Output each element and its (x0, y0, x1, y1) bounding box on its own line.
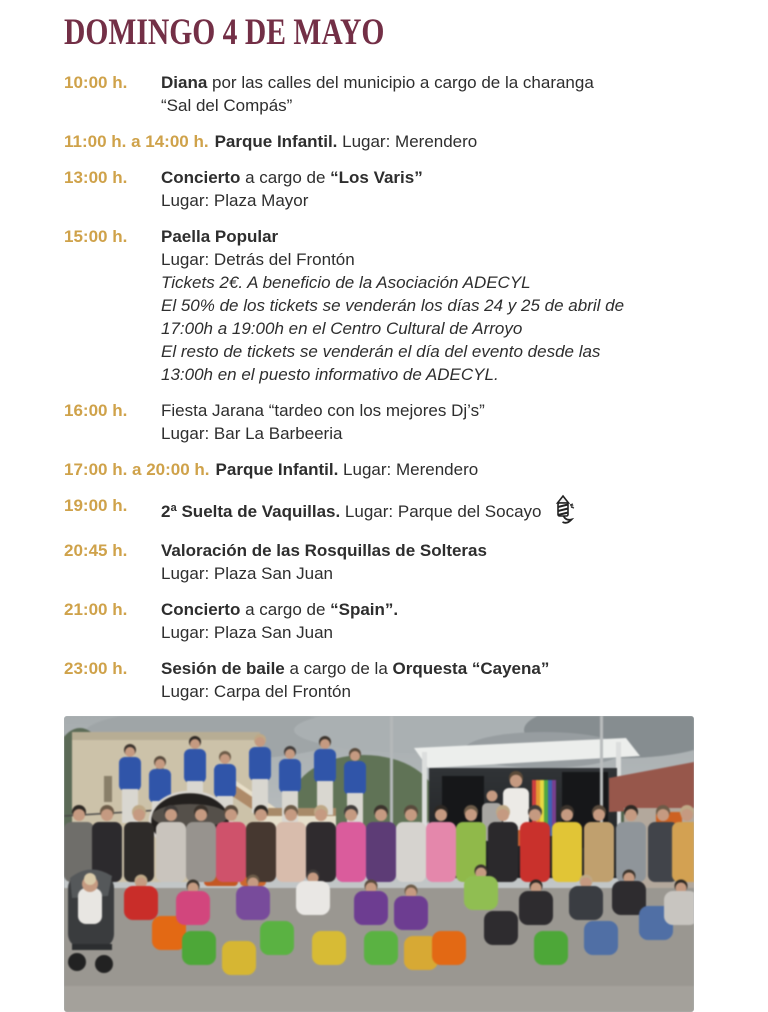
schedule-row (64, 225, 708, 386)
event-text-segment: Parque Infantil. (214, 131, 338, 151)
event-line (161, 94, 708, 117)
event-text-segment: a cargo de (240, 599, 331, 619)
event-line (215, 130, 708, 153)
event-text-segment: Lugar: Bar La Barbeeria (161, 423, 343, 443)
event-text-segment: a cargo de (240, 167, 331, 187)
schedule-row (64, 71, 708, 117)
schedule-row (64, 598, 708, 644)
event-text-segment: “Sal del Compás” (161, 95, 293, 115)
event-text-segment: Lugar: Merendero (338, 459, 479, 479)
schedule-row (64, 657, 708, 703)
event-time: 19:00 h. (64, 495, 128, 515)
event-text-segment: Lugar: Parque del Socayo (340, 501, 542, 521)
event-description (161, 166, 708, 212)
event-time: 20:45 h. (64, 540, 128, 560)
event-text-segment: 17:00h a 19:00h en el Centro Cultural de Arroyo (161, 318, 523, 338)
pavement-foreground (64, 986, 694, 1012)
event-line (161, 294, 708, 317)
schedule-row (64, 458, 708, 481)
event-line (161, 166, 708, 189)
event-text-segment: 2ª Suelta de Vaquillas. (161, 501, 341, 521)
event-line (161, 399, 708, 422)
schedule-row (64, 494, 708, 526)
schedule-row (64, 166, 708, 212)
event-time: 21:00 h. (64, 599, 128, 619)
event-text-segment: Fiesta Jarana “tardeo con los mejores Dj’s” (161, 400, 485, 420)
event-text-segment: Lugar: Plaza San Juan (161, 622, 334, 642)
event-line (161, 317, 708, 340)
event-text-segment: Valoración de las Rosquillas de Solteras (161, 540, 487, 560)
event-text-segment: Sesión de baile (161, 658, 285, 678)
event-line (161, 271, 708, 294)
event-text-segment: Parque Infantil. (215, 459, 339, 479)
event-time: 13:00 h. (64, 167, 128, 187)
schedule-row (64, 539, 708, 585)
event-line (161, 422, 708, 445)
event-text-segment: Diana (161, 72, 208, 92)
event-line (161, 340, 708, 363)
event-text-segment: Concierto (161, 167, 241, 187)
event-line (161, 248, 708, 271)
event-time: 10:00 h. (64, 72, 128, 92)
event-description (215, 130, 708, 153)
event-text-segment: Paella Popular (161, 226, 279, 246)
event-text-segment: Lugar: Plaza Mayor (161, 190, 309, 210)
event-photo (64, 716, 694, 1012)
event-description (161, 71, 708, 117)
event-line (161, 189, 708, 212)
event-text-segment: El resto de tickets se venderán el día del evento desde las (161, 341, 601, 361)
event-text-segment: Lugar: Detrás del Frontón (161, 249, 355, 269)
event-text-segment: Lugar: Merendero (337, 131, 478, 151)
event-text-segment: por las calles del municipio a cargo de la charanga (207, 72, 594, 92)
event-description (216, 458, 708, 481)
event-text-segment: “Spain”. (330, 599, 399, 619)
event-line (161, 71, 708, 94)
event-time: 15:00 h. (64, 226, 128, 246)
schedule-row (64, 399, 708, 445)
event-description (161, 399, 708, 445)
event-text-segment: “Los Varis” (330, 167, 423, 187)
event-text-segment: 13:00h en el puesto informativo de ADECYL. (161, 364, 499, 384)
event-description (161, 225, 708, 386)
event-text-segment: Concierto (161, 599, 241, 619)
schedule-row (64, 130, 708, 153)
event-time: 11:00 h. a 14:00 h. (64, 131, 209, 151)
event-line (161, 598, 708, 621)
event-line (161, 363, 708, 386)
event-text-segment: Lugar: Plaza San Juan (161, 563, 334, 583)
event-line (161, 494, 708, 526)
event-line (161, 657, 708, 680)
event-time: 16:00 h. (64, 400, 128, 420)
event-line (161, 539, 708, 562)
event-line (161, 562, 708, 585)
event-text-segment: El 50% de los tickets se venderán los días 24 y 25 de abril de (161, 295, 625, 315)
event-line (216, 458, 708, 481)
schedule (64, 71, 708, 703)
page-title: DOMINGO 4 DE MAYO (64, 12, 385, 53)
event-description (161, 494, 708, 526)
event-text-segment: a cargo de la (284, 658, 393, 678)
event-text-segment: Lugar: Carpa del Frontón (161, 681, 351, 701)
event-description (161, 598, 708, 644)
event-time: 17:00 h. a 20:00 h. (64, 459, 210, 479)
event-description (161, 539, 708, 585)
firecracker-icon (554, 494, 578, 526)
event-description (161, 657, 708, 703)
event-time: 23:00 h. (64, 658, 128, 678)
event-text-segment: Tickets 2€. A beneficio de la Asociación ADECYL (161, 272, 531, 292)
event-photo-illustration (64, 716, 694, 1012)
event-line (161, 225, 708, 248)
event-line (161, 680, 708, 703)
event-line (161, 621, 708, 644)
event-text-segment: Orquesta “Cayena” (392, 658, 550, 678)
